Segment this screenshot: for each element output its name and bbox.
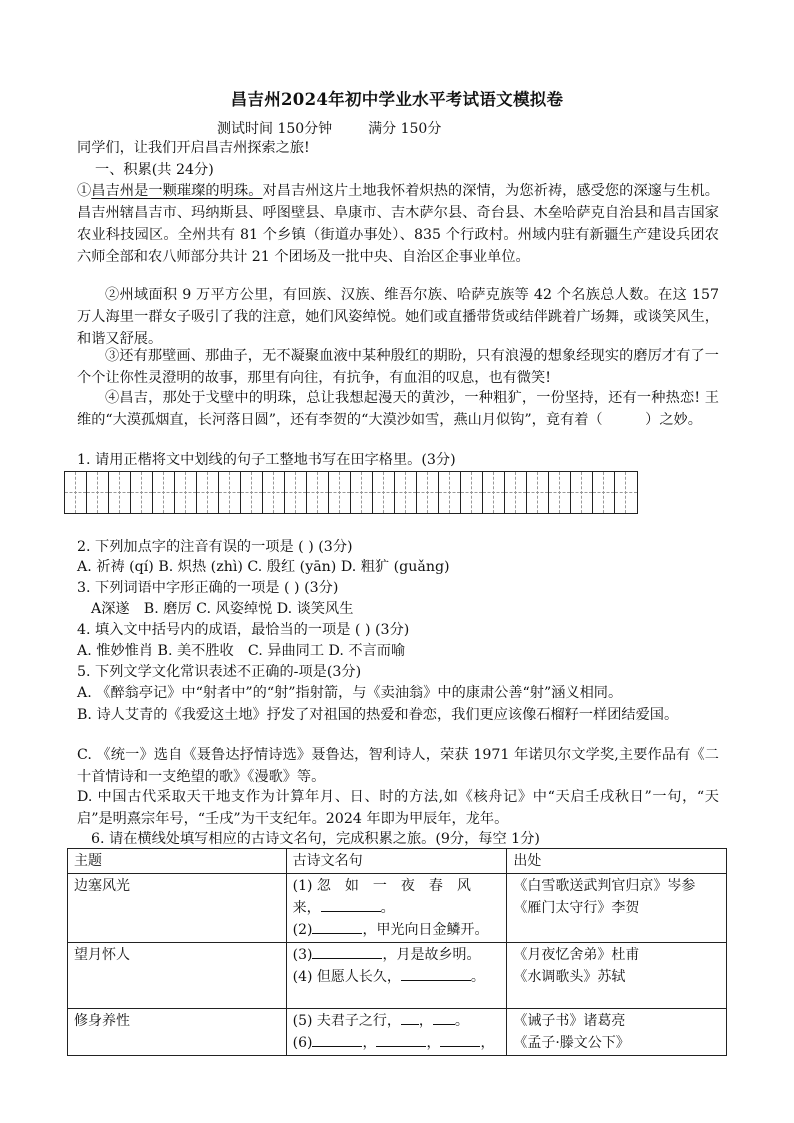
grid-cell[interactable] <box>153 472 175 513</box>
question-4: 4. 填入文中括号内的成语，最恰当的一项是 ( ) (3分) <box>77 622 410 638</box>
grid-cell[interactable] <box>87 472 109 513</box>
grid-cell[interactable] <box>527 472 549 513</box>
passage-paragraph-4: ④昌吉，那处于戈壁中的明珠，总让我想起漫天的黄沙，一种粗犷，一份坚持，还有一种热恋! 王维的“大漠孤烟直，长河落日圆”，还有李贺的“大漠沙如雪，燕山月似钩”，竟有着（ ）之妙。 <box>77 390 719 428</box>
source-cell <box>507 874 727 943</box>
poem-cell: (1) 忽 如 一 夜 春 风 来， 。 (2) ，甲光向日金鳞开。 <box>286 874 507 943</box>
source-text: 《水调歌头》苏轼 <box>513 969 626 985</box>
answer-blank[interactable] <box>440 1032 480 1047</box>
question-5-option-c: C. 《统一》选自《聂鲁达抒情诗选》聂鲁达，智利诗人，荣获 1971 年诺贝尔文学奖,主要作品有《二十首情诗和一支绝望的歌》《漫歌》等。 <box>77 747 719 785</box>
question-3-options: A深遂 B. 磨厉 C. 风姿绰悦 D. 谈笑风生 <box>91 601 354 617</box>
grid-cell[interactable] <box>175 472 197 513</box>
answer-blank[interactable] <box>401 966 471 981</box>
grid-cell[interactable] <box>395 472 417 513</box>
grid-cell[interactable] <box>351 472 373 513</box>
grid-cell[interactable] <box>549 472 571 513</box>
grid-cell[interactable] <box>285 472 307 513</box>
question-2-options: A. 祈祷 (qí) B. 炽热 (zhì) C. 殷红 (yān) D. 粗犷 (guǎng) <box>77 559 450 575</box>
grid-cell[interactable] <box>417 472 439 513</box>
table-row <box>68 874 727 943</box>
answer-blank[interactable] <box>312 944 382 959</box>
question-3: 3. 下列词语中字形正确的一项是 ( ) (3分) <box>77 580 339 596</box>
poem-line: (4) 但愿人长久， <box>292 969 401 985</box>
grid-cell[interactable] <box>593 472 615 513</box>
passage-paragraph-2: ②州域面积 9 万平方公里，有回族、汉族、维吾尔族、哈萨克族等 42 个名族总人数。在这 157 万人海里一群女子吸引了我的注意，她们风姿绰悦。她们或直播带货或结伴跳着广场舞，或谈笑风生，和谐又舒展。 <box>77 287 719 347</box>
poem-line: ，月是故乡明。 <box>382 947 481 963</box>
page-title: 昌吉州2024年初中学业水平考试语文模拟卷 <box>230 90 564 109</box>
tianzige-grid[interactable] <box>64 471 638 514</box>
source-text: 《诫子书》诸葛亮 <box>513 1013 626 1029</box>
theme-cell: 修身养性 <box>68 1009 287 1056</box>
source-text: 《白雪歌送武判官归京》岑参 <box>513 878 696 894</box>
grid-cell[interactable] <box>461 472 483 513</box>
poem-line: ，甲光向日金鳞开。 <box>362 922 489 938</box>
answer-blank[interactable] <box>312 1032 362 1047</box>
poetry-table <box>67 848 727 1056</box>
theme-cell: 望月怀人 <box>68 943 287 1009</box>
answer-blank[interactable] <box>433 1010 455 1025</box>
question-2: 2. 下列加点字的注音有误的一项是 ( ) (3分) <box>77 539 353 555</box>
grid-cell[interactable] <box>505 472 527 513</box>
poem-cell: (5) 夫君子之行， ， 。 (6) ， ， ， <box>286 1009 507 1056</box>
source-cell <box>507 943 727 1009</box>
poem-line: (2) <box>292 922 313 938</box>
grid-cell[interactable] <box>219 472 241 513</box>
section-heading: 一、积累(共 24分) <box>95 162 214 178</box>
table-header: 主题 <box>68 849 287 874</box>
poem-line: (1) 忽 如 一 夜 春 风 来， <box>292 878 485 916</box>
question-5-option-b: B. 诗人艾青的《我爱这土地》抒发了对祖国的热爱和眷恋，我们更应该像石榴籽一样团结爱国。 <box>77 707 679 723</box>
question-4-options: A. 惟妙惟肖 B. 美不胜收 C. 异曲同工 D. 不言而喻 <box>77 643 406 659</box>
grid-cell[interactable] <box>307 472 329 513</box>
answer-blank[interactable] <box>312 919 362 934</box>
grid-cell[interactable] <box>439 472 461 513</box>
question-5-option-d: D. 中国古代采取天干地支作为计算年月、日、时的方法,如《核舟记》中“天启壬戌秋日”一句，“天启”是明熹宗年号，“壬戌”为干支纪年。2024 年即为甲辰年，龙年。 <box>77 789 719 827</box>
paragraph-text: 对昌吉州这片土地我怀着炽热的深情，为您祈祷，感受您的深邃与生机。昌吉州辖昌吉市、玛纳斯县、呼图壁县、阜康市、吉木萨尔县、奇台县、木垒哈萨克自治县和昌吉国家农业科技园区。全州共有 81 个乡镇（街道办事处）、835 个行政村。州域内驻有新疆生产建设兵团农六师全部和农八师部分共计 21 个团场及一批中央、自治区企事业单位。 <box>77 183 719 265</box>
question-5: 5. 下列文学文化常识表述不正确的-项是(3分) <box>77 664 362 680</box>
grid-cell[interactable] <box>109 472 131 513</box>
grid-cell[interactable] <box>197 472 219 513</box>
question-1: 1. 请用正楷将文中划线的句子工整地书写在田字格里。(3分) <box>77 452 456 468</box>
underlined-sentence: 昌吉州是一颗璀璨的明珠。 <box>91 183 263 199</box>
table-row <box>68 943 727 1009</box>
exam-score: 满分 150分 <box>368 121 442 137</box>
grid-cell[interactable] <box>483 472 505 513</box>
grid-cell[interactable] <box>131 472 153 513</box>
source-text: 《月夜忆舍弟》杜甫 <box>513 947 640 963</box>
exam-time: 测试时间 150分钟 <box>217 121 333 137</box>
grid-cell[interactable] <box>65 472 87 513</box>
answer-blank[interactable] <box>376 1032 426 1047</box>
answer-blank[interactable] <box>401 1010 419 1025</box>
question-6: 6. 请在横线处填写相应的古诗文名句，完成积累之旅。(9分，每空 1分) <box>91 831 540 847</box>
grid-cell[interactable] <box>329 472 351 513</box>
question-5-option-a: A. 《醉翁亭记》中“射者中”的“射”指射箭，与《卖油翁》中的康肃公善“射”涵义相同。 <box>77 685 623 701</box>
exam-meta <box>217 118 441 138</box>
table-header-row <box>68 849 727 874</box>
source-cell <box>507 1009 727 1056</box>
greeting: 同学们，让我们开启昌吉州探索之旅! <box>77 140 310 156</box>
grid-cell[interactable] <box>373 472 395 513</box>
table-header: 古诗文名句 <box>286 849 507 874</box>
grid-cell[interactable] <box>263 472 285 513</box>
source-text: 《雁门太守行》李贺 <box>513 900 640 916</box>
passage-paragraph-3: ③还有那壁画、那曲子，无不凝聚血液中某种殷红的期盼，只有浪漫的想象经现实的磨厉才有了一个个让你性灵澄明的故事，那里有向往，有抗争，有血泪的叹息，也有微笑! <box>77 348 719 386</box>
source-text: 《孟子·滕文公下》 <box>513 1035 630 1051</box>
poem-line: (5) 夫君子之行， <box>292 1013 401 1029</box>
table-header: 出处 <box>507 849 727 874</box>
theme-cell: 边塞风光 <box>68 874 287 943</box>
grid-cell[interactable] <box>615 472 637 513</box>
grid-cell[interactable] <box>241 472 263 513</box>
paragraph-number: ① <box>77 183 92 199</box>
poem-cell: (3) ，月是故乡明。 (4) 但愿人长久， 。 <box>286 943 507 1009</box>
answer-blank[interactable] <box>321 897 381 912</box>
grid-cell[interactable] <box>571 472 593 513</box>
passage-paragraph-1 <box>77 180 719 268</box>
poem-line: (3) <box>292 947 313 963</box>
table-row <box>68 1009 727 1056</box>
poem-line: (6) <box>292 1035 313 1051</box>
